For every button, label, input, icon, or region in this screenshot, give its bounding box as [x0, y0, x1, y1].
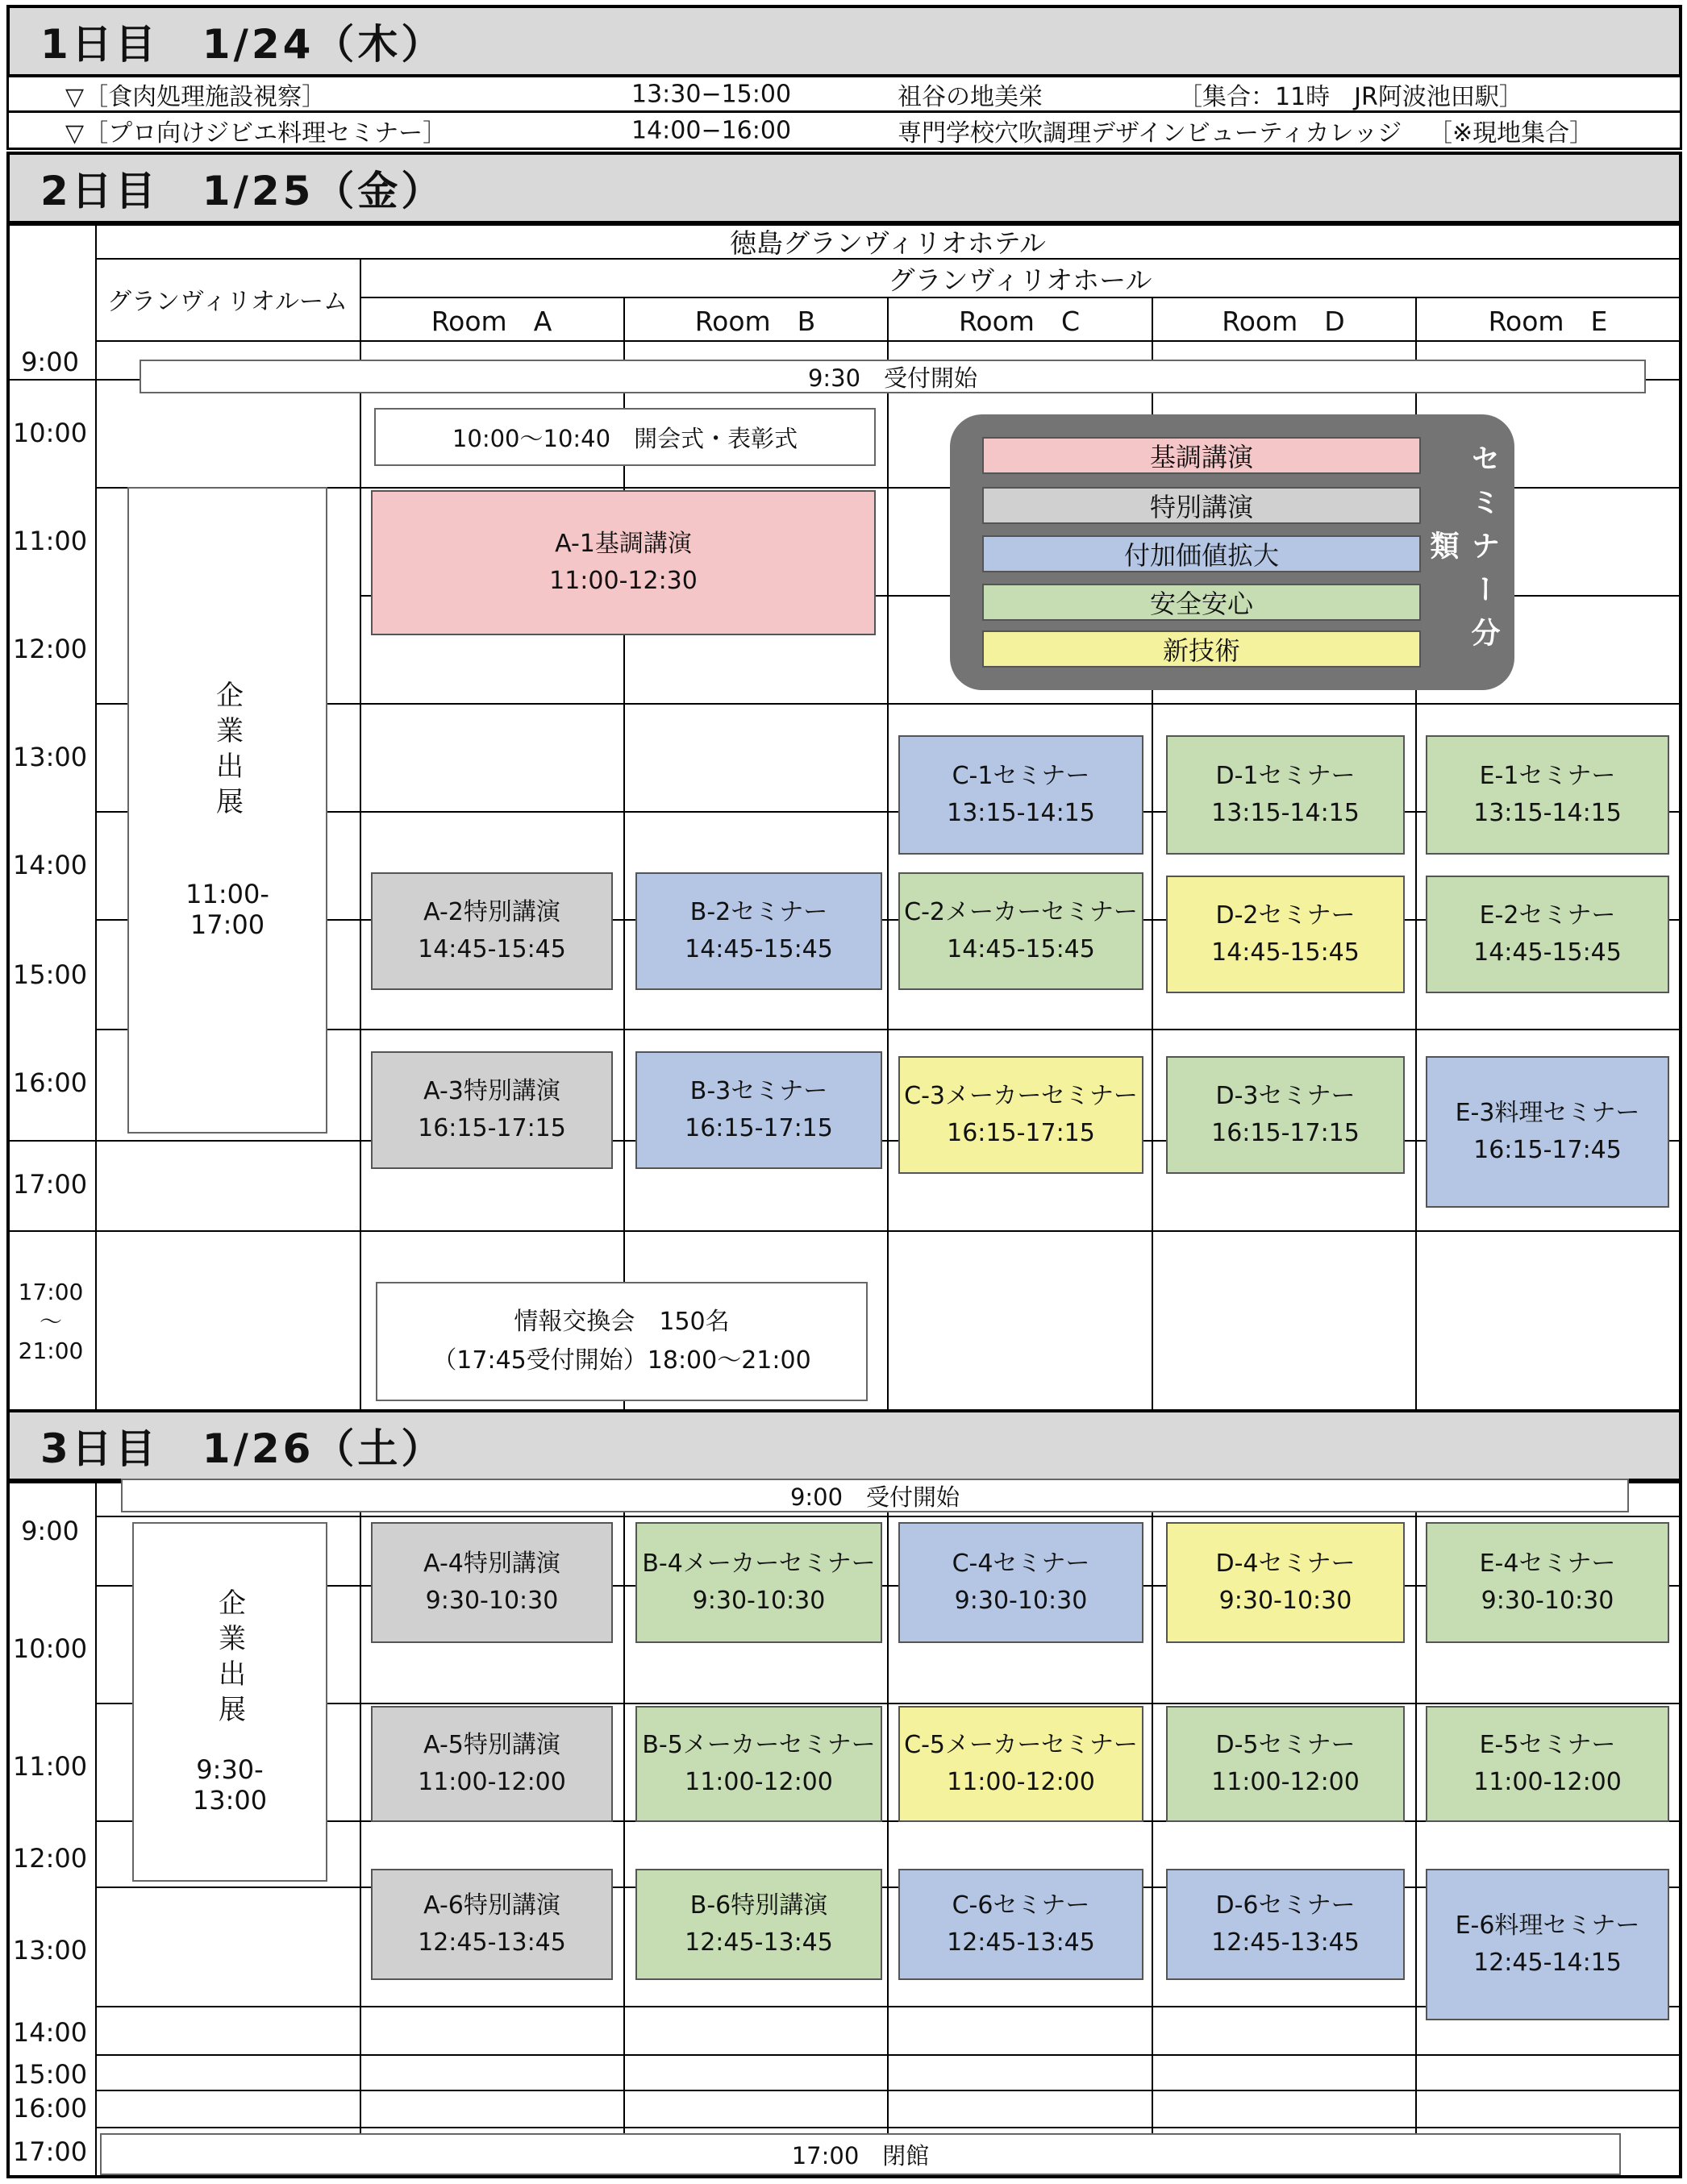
event-time: 9:30-10:30	[954, 1587, 1088, 1615]
event-time: 16:15-17:45	[1473, 1136, 1622, 1164]
event-time: 14:45-15:45	[1473, 938, 1622, 967]
day3-event-c-5	[898, 1706, 1143, 1822]
event-title: C-4セミナー	[952, 1549, 1090, 1578]
event-title: E-3料理セミナー	[1455, 1098, 1640, 1127]
legend-safety: 安全安心	[982, 584, 1421, 621]
room-granvillio-room: グランヴィリオルーム	[107, 288, 348, 316]
expo-time-start: 11:00-	[185, 879, 269, 909]
event-time: 9:30-10:30	[1481, 1587, 1614, 1615]
event-title: C-6セミナー	[952, 1891, 1090, 1920]
event-time: 9:30-10:30	[1218, 1587, 1352, 1615]
day3-expo-box	[132, 1522, 327, 1882]
event-title: A-4特別講演	[423, 1549, 560, 1578]
day2-time-label: 14:00	[12, 850, 88, 880]
day2-event-a-3	[371, 1051, 613, 1169]
evening-end: 21:00	[18, 1337, 84, 1365]
event-title: D-6セミナー	[1215, 1891, 1356, 1920]
day3-event-b-6	[635, 1869, 882, 1980]
event-time: 12:45-14:15	[1473, 1949, 1622, 1977]
event-title: E-1セミナー	[1479, 761, 1616, 790]
day3-title: 3日目 1/26（土）	[40, 1425, 445, 1472]
day2-time-label: 12:00	[12, 634, 88, 664]
day3-event-b-5	[635, 1706, 882, 1822]
event-time: 14:45-15:45	[1211, 938, 1360, 967]
event-title: A-3特別講演	[423, 1076, 560, 1105]
event-time: 11:00-12:00	[685, 1768, 833, 1796]
event-time: 16:15-17:15	[947, 1119, 1095, 1147]
day3-event-a-5	[371, 1706, 613, 1822]
event-time: 13:15-14:15	[1211, 799, 1360, 827]
event-title: E-2セミナー	[1479, 901, 1616, 930]
event-title: D-3セミナー	[1215, 1081, 1356, 1110]
day3-time-label: 10:00	[12, 1633, 88, 1664]
legend-value-added: 付加価値拡大	[982, 535, 1421, 572]
day1-title: 1日目 1/24（木）	[40, 21, 445, 68]
day3-time-label: 9:00	[21, 1516, 79, 1546]
day3-time-label: 14:00	[12, 2017, 88, 2048]
day3-event-a-4	[371, 1522, 613, 1643]
event-time: 12:45-13:45	[947, 1928, 1095, 1957]
day1-header	[6, 5, 1682, 77]
day3-time-label: 13:00	[12, 1935, 88, 1966]
day2-time-label: 9:00	[21, 347, 79, 377]
event-time: 13:15-14:15	[947, 799, 1095, 827]
day2-event-c-2	[898, 872, 1143, 990]
event-time: 16:15-17:15	[685, 1114, 833, 1142]
event-time: 12:45-13:45	[1211, 1928, 1360, 1957]
event-title: B-2セミナー	[689, 897, 828, 926]
event-title: C-2メーカーセミナー	[904, 897, 1138, 926]
day2-time-label: 10:00	[12, 418, 88, 448]
event-time: 11:00-12:00	[418, 1768, 566, 1796]
event-time: 11:00-12:30	[549, 567, 698, 595]
day2-event-d-1	[1166, 735, 1405, 855]
exchange-time: （17:45受付開始）18:00〜21:00	[432, 1346, 811, 1375]
day3-event-e-4	[1426, 1522, 1669, 1643]
day2-expo-box	[127, 487, 327, 1134]
day1-row2-note: ［※現地集合］	[1428, 119, 1594, 148]
room-b-header: Room B	[694, 305, 816, 337]
event-title: A-5特別講演	[423, 1730, 560, 1759]
day1-row1-note: ［集合：11時 JR阿波池田駅］	[1178, 82, 1523, 111]
event-time: 14:45-15:45	[418, 935, 566, 963]
day3-event-a-6	[371, 1869, 613, 1980]
day2-event-b-2	[635, 872, 882, 990]
event-title: E-4セミナー	[1479, 1549, 1616, 1578]
event-title: A-6特別講演	[423, 1891, 560, 1920]
legend-special: 特別講演	[982, 487, 1421, 524]
expo-title: 企業出展	[210, 680, 244, 822]
expo-time-start: 9:30-	[196, 1754, 264, 1785]
event-time: 14:45-15:45	[947, 935, 1095, 963]
event-time: 12:45-13:45	[685, 1928, 833, 1957]
day3-time-label: 17:00	[12, 2136, 88, 2167]
expo-title: 企業出展	[213, 1588, 246, 1730]
room-a-header: Room A	[431, 305, 552, 337]
day2-event-d-2	[1166, 876, 1405, 993]
day1-row1-venue: 祖谷の地美栄	[898, 82, 1043, 111]
event-title: A-2特別講演	[423, 897, 560, 926]
closing-bar: 17:00 閉館	[100, 2133, 1621, 2175]
event-time: 12:45-13:45	[418, 1928, 566, 1957]
event-title: B-4メーカーセミナー	[642, 1549, 876, 1578]
legend-title: セミナー分類	[1426, 443, 1500, 661]
expo-time-end: 17:00	[190, 909, 265, 940]
day2-event-c-1	[898, 735, 1143, 855]
day2-title: 2日目 1/25（金）	[40, 168, 445, 214]
day2-time-label: 16:00	[12, 1067, 88, 1098]
day3-reception-bar: 9:00 受付開始	[121, 1479, 1629, 1512]
day1-row1-name: ▽［食肉処理施設視察］	[65, 82, 327, 111]
event-title: D-2セミナー	[1215, 901, 1356, 930]
day2-time-label: 13:00	[12, 742, 88, 772]
event-time: 11:00-12:00	[947, 1768, 1095, 1796]
room-c-header: Room C	[958, 305, 1080, 337]
event-time: 14:45-15:45	[685, 935, 833, 963]
event-title: B-6特別講演	[689, 1891, 828, 1920]
day1-row-2	[6, 113, 1682, 150]
day3-event-e-5	[1426, 1706, 1669, 1822]
day2-header	[6, 152, 1682, 224]
day3-event-d-5	[1166, 1706, 1405, 1822]
legend-keynote: 基調講演	[982, 437, 1421, 474]
day2-event-a-2	[371, 872, 613, 990]
event-time: 16:15-17:15	[418, 1114, 566, 1142]
day3-time-label: 15:00	[12, 2059, 88, 2090]
opening-ceremony: 10:00〜10:40 開会式・表彰式	[374, 408, 876, 466]
day1-row2-name: ▽［プロ向けジビエ料理セミナー］	[65, 119, 448, 148]
day2-time-label: 15:00	[12, 959, 88, 990]
day3-time-label: 16:00	[12, 2093, 88, 2124]
hall-name: グランヴィリオホール	[888, 264, 1152, 296]
event-time: 13:15-14:15	[1473, 799, 1622, 827]
day2-event-b-3	[635, 1051, 882, 1169]
legend-new-tech: 新技術	[982, 630, 1421, 668]
day2-event-d-3	[1166, 1056, 1405, 1174]
day1-row-1	[6, 77, 1682, 113]
evening-tilde: 〜	[39, 1308, 62, 1335]
event-time: 11:00-12:00	[1473, 1768, 1622, 1796]
event-title: C-1セミナー	[952, 761, 1090, 790]
day2-reception-bar: 9:30 受付開始	[140, 360, 1646, 393]
day3-time-label: 11:00	[12, 1751, 88, 1782]
exchange-meeting	[376, 1282, 868, 1401]
evening-start: 17:00	[18, 1279, 84, 1306]
event-title: A-1基調講演	[555, 529, 692, 558]
day2-event-e-1	[1426, 735, 1669, 855]
room-d-header: Room D	[1222, 305, 1345, 337]
day3-event-d-6	[1166, 1869, 1405, 1980]
day2-event-e-3	[1426, 1056, 1669, 1208]
day2-time-label: 17:00	[12, 1169, 88, 1200]
day3-event-c-4	[898, 1522, 1143, 1643]
event-title: D-4セミナー	[1215, 1549, 1356, 1578]
event-title: D-5セミナー	[1215, 1730, 1356, 1759]
exchange-title: 情報交換会 150名	[514, 1308, 730, 1336]
expo-time-end: 13:00	[192, 1785, 268, 1816]
day1-row1-time: 13:30−15:00	[631, 80, 792, 108]
event-title: D-1セミナー	[1215, 761, 1356, 790]
day2-event-c-3	[898, 1056, 1143, 1174]
day3-event-e-6	[1426, 1869, 1669, 2020]
day2-event-a-1	[371, 490, 876, 635]
day3-event-b-4	[635, 1522, 882, 1643]
event-title: B-3セミナー	[689, 1076, 828, 1105]
event-title: E-6料理セミナー	[1455, 1911, 1640, 1940]
event-time: 11:00-12:00	[1211, 1768, 1360, 1796]
room-e-header: Room E	[1488, 305, 1608, 337]
event-time: 9:30-10:30	[425, 1587, 559, 1615]
event-title: C-3メーカーセミナー	[904, 1081, 1138, 1110]
event-title: C-5メーカーセミナー	[904, 1730, 1138, 1759]
day3-header	[6, 1409, 1682, 1482]
day1-row2-venue: 専門学校穴吹調理デザインビューティカレッジ	[898, 119, 1402, 148]
day3-event-c-6	[898, 1869, 1143, 1980]
event-title: B-5メーカーセミナー	[642, 1730, 876, 1759]
hotel-name: 徳島グランヴィリオホテル	[729, 227, 1047, 259]
event-time: 16:15-17:15	[1211, 1119, 1360, 1147]
day1-row2-time: 14:00−16:00	[631, 116, 792, 144]
day3-time-label: 12:00	[12, 1843, 88, 1874]
day2-evening-time	[6, 1274, 95, 1371]
event-title: E-5セミナー	[1479, 1730, 1616, 1759]
day2-time-label: 11:00	[12, 526, 88, 556]
day3-event-d-4	[1166, 1522, 1405, 1643]
event-time: 9:30-10:30	[692, 1587, 826, 1615]
day2-event-e-2	[1426, 876, 1669, 993]
